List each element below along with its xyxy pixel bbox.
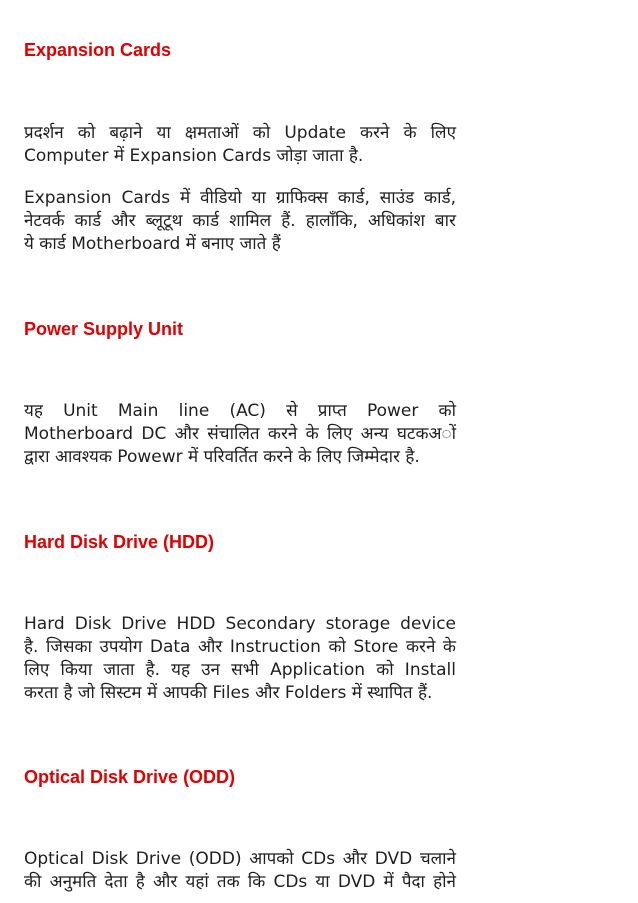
- text-line: प्रदर्शन को बढ़ाने या क्षमताओं को Update करने के लिए: [24, 123, 456, 143]
- text-line: Expansion Cards में वीडियो या ग्राफिक्स कार्ड, साउंड कार्ड,: [24, 188, 456, 208]
- text-line: Optical Disk Drive (ODD) आपको CDs और DVD चलाने: [24, 849, 456, 869]
- paragraph-hard-disk-drive: [24, 613, 456, 705]
- text-line: लिए किया जाता है. यह उन सभी Application को Install: [24, 660, 456, 680]
- section-heading-expansion-cards: Expansion Cards: [24, 40, 172, 60]
- text-line: Motherboard DC और संचालित करने के लिए अन्य घटकअों: [24, 424, 456, 444]
- text-line: द्वारा आवश्यक Powewr में परिवर्तित करने के लिए जिम्मेदार है.: [24, 447, 420, 467]
- section-heading-hard-disk-drive: Hard Disk Drive (HDD): [24, 532, 215, 552]
- text-line: Computer में Expansion Cards जोड़ा जाता है.: [24, 146, 364, 166]
- text-line: Hard Disk Drive HDD Secondary storage device: [24, 614, 456, 634]
- section-heading-power-supply-unit: Power Supply Unit: [24, 319, 184, 339]
- section-heading-optical-disk-drive: Optical Disk Drive (ODD): [24, 767, 236, 787]
- text-line: यह Unit Main line (AC) से प्राप्त Power को: [24, 401, 456, 421]
- text-line: है. जिसका उपयोग Data और Instruction को Store करने के: [24, 637, 456, 657]
- text-line: ये कार्ड Motherboard में बनाए जाते हैं: [24, 234, 281, 254]
- paragraph-power-supply-unit: [24, 400, 456, 469]
- paragraph-optical-disk-drive: [24, 848, 456, 894]
- text-line: करता है जो सिस्टम में आपकी Files और Folders में स्थापित हैं.: [24, 683, 433, 703]
- text-line: नेटवर्क कार्ड और ब्लूटूथ कार्ड शामिल हैं. हालाँकि, अधिकांश बार: [24, 211, 456, 231]
- paragraph-expansion-cards-intro: [24, 122, 456, 168]
- text-line: की अनुमति देता है और यहां तक कि CDs या DVD में पैदा होने: [24, 872, 456, 892]
- paragraph-expansion-cards-types: [24, 187, 456, 256]
